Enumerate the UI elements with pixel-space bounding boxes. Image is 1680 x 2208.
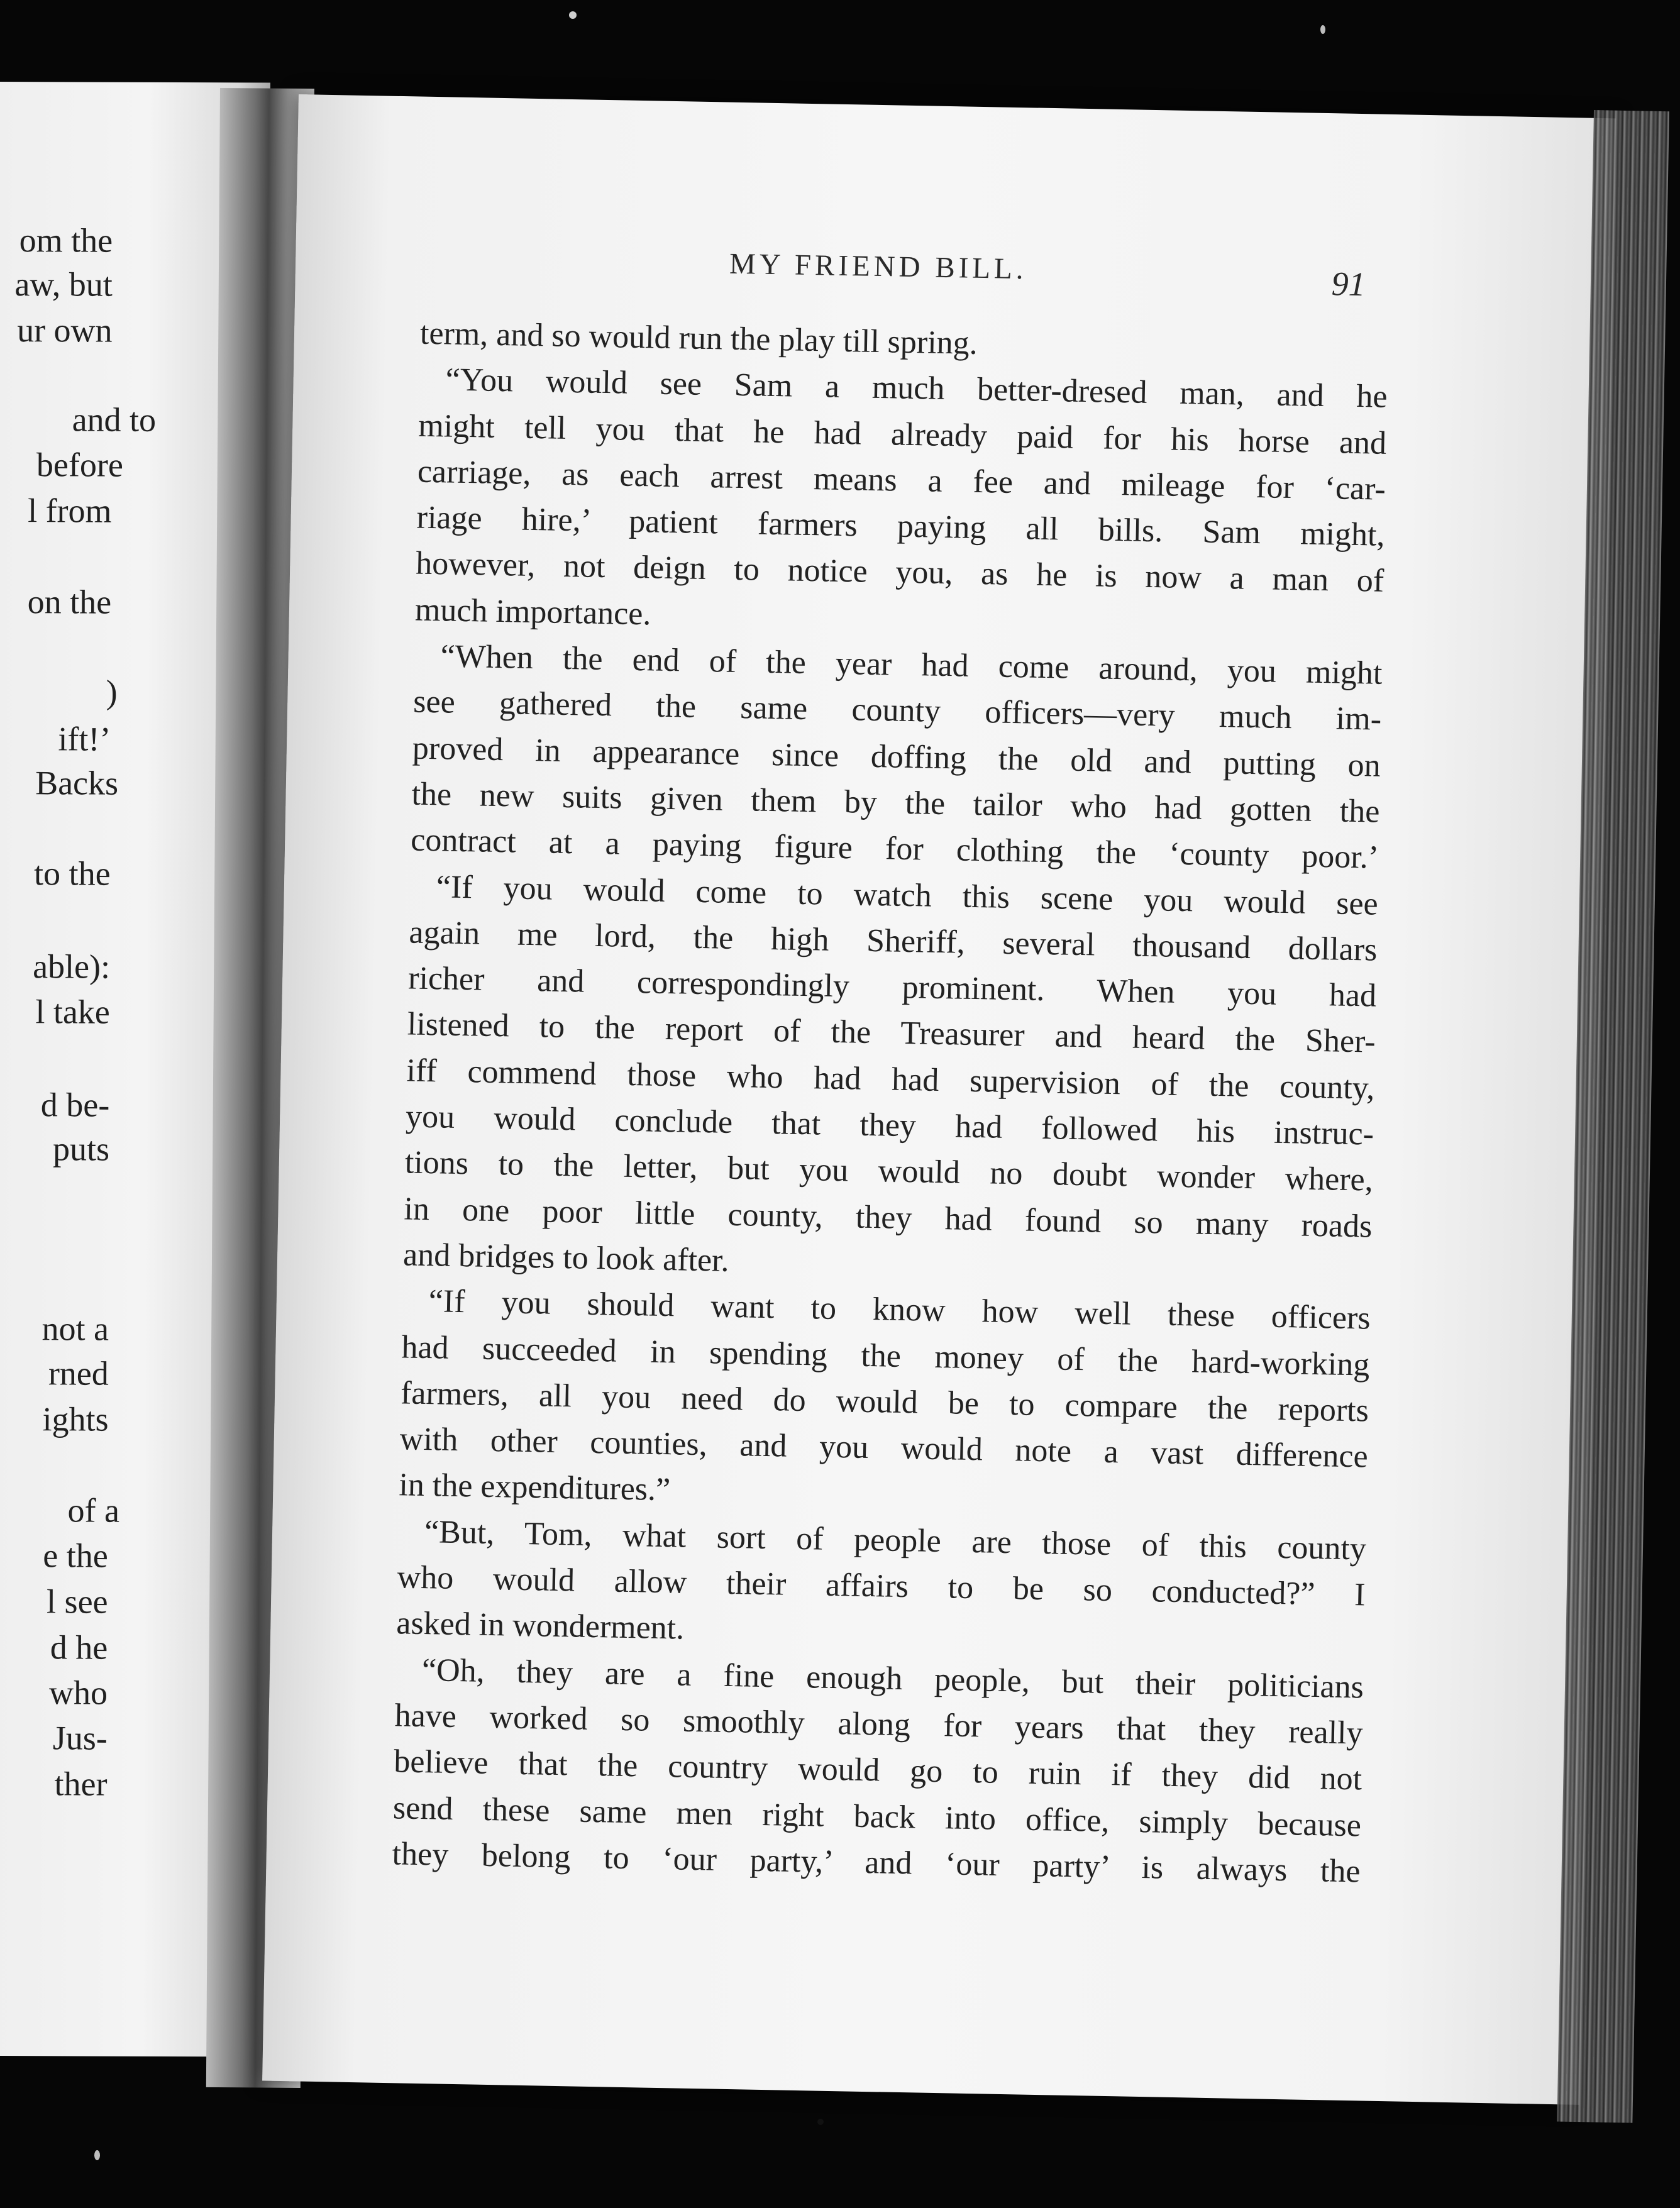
- text-line: they belong to ‘our party,’ and ‘our party’ is always the: [392, 1835, 1361, 1890]
- left-page-line-fragment: before: [36, 446, 123, 484]
- running-head: MY FRIEND BILL.: [729, 247, 1027, 286]
- left-page-line-fragment: d be-: [40, 1086, 110, 1124]
- text-line: “Oh, they are a fine enough people, but their politicians: [421, 1652, 1364, 1706]
- text-line: term, and so would run the play till spring.: [419, 315, 978, 362]
- scan-speck: [1320, 25, 1325, 34]
- scan-speck: [817, 2119, 824, 2125]
- text-line: iff commend those who had had supervision of the county,: [406, 1052, 1375, 1107]
- left-page-line-fragment: rned: [48, 1354, 109, 1393]
- page-number: 91: [1331, 265, 1366, 304]
- left-page-line-fragment: Backs: [35, 764, 119, 802]
- text-line: much importance.: [414, 592, 651, 632]
- text-line: might tell you that he had already paid for his horse and: [417, 407, 1387, 461]
- text-line: believe that the country would go to ruin if they did not: [393, 1743, 1362, 1797]
- scan-speck: [569, 11, 577, 19]
- text-line: in one poor little county, they had found so many roads: [404, 1191, 1373, 1245]
- left-page-line-fragment: e the: [43, 1537, 108, 1575]
- left-page-line-fragment: ): [106, 673, 118, 711]
- text-line: with other counties, and you would note a vast difference: [399, 1421, 1369, 1475]
- left-page-line-fragment: not a: [41, 1310, 109, 1348]
- left-page-line-fragment: who: [48, 1674, 108, 1712]
- text-line: “When the end of the year had come around, you might: [440, 638, 1383, 692]
- left-page-line-fragment: puts: [52, 1130, 110, 1168]
- text-line: and bridges to look after.: [402, 1237, 730, 1279]
- left-page-line-fragment: able):: [33, 947, 111, 986]
- text-line: send these same men right back into office, simply because: [392, 1789, 1362, 1843]
- text-line: tions to the letter, but you would no doubt wonder where,: [404, 1144, 1374, 1198]
- text-line: the new suits given them by the tailor who had gotten the: [411, 776, 1380, 830]
- text-line: “But, Tom, what sort of people are those of this county: [424, 1513, 1367, 1567]
- text-line: again me lord, the high Sheriff, several thousand dollars: [409, 914, 1378, 968]
- left-page-line-fragment: l take: [35, 993, 110, 1031]
- left-page-line-fragment: and to: [72, 400, 157, 439]
- left-page-line-fragment: ur own: [17, 311, 113, 350]
- text-line: contract at a paying figure for clothing the ‘county poor.’: [410, 822, 1379, 876]
- scan-speck: [94, 2150, 100, 2160]
- text-line: “If you would come to watch this scene you would see: [436, 868, 1379, 922]
- page-body-text: [392, 311, 1388, 1895]
- text-line: listened to the report of the Treasurer and heard the Sher-: [407, 1006, 1376, 1061]
- text-line: “You would see Sam a much better-dresed man, and he: [445, 362, 1388, 416]
- text-line: riage hire,’ patient farmers paying all bills. Sam might,: [416, 499, 1385, 553]
- text-line: “If you should want to know how well these officers: [428, 1283, 1371, 1337]
- left-page-line-fragment: ift!’: [58, 720, 111, 758]
- text-line: have worked so smoothly along for years that they really: [394, 1697, 1364, 1752]
- left-page-line-fragment: to the: [34, 854, 111, 893]
- text-line: see gathered the same county officers—very much im-: [412, 683, 1382, 738]
- left-page-line-fragment: l from: [28, 492, 112, 530]
- left-page-line-fragment: ights: [42, 1400, 109, 1438]
- text-line: however, not deign to notice you, as he is now a man of: [415, 546, 1384, 600]
- text-line: asked in wonderment.: [395, 1605, 685, 1647]
- text-line: had succeeded in spending the money of the hard-working: [401, 1328, 1370, 1383]
- left-page-line-fragment: Jus-: [52, 1719, 108, 1757]
- left-page-line-fragment: om the: [19, 221, 113, 260]
- text-line: who would allow their affairs to be so conducted?” I: [397, 1559, 1366, 1613]
- text-line: you would conclude that they had followed his instruc-: [405, 1098, 1374, 1152]
- text-line: proved in appearance since doffing the old and putting on: [412, 730, 1381, 784]
- left-page-line-fragment: l see: [47, 1582, 108, 1621]
- left-page-line-fragment: of a: [67, 1491, 120, 1530]
- left-page-line-fragment: aw, but: [14, 265, 113, 304]
- left-page-line-fragment: on the: [27, 583, 112, 621]
- right-page: [262, 94, 1616, 2105]
- text-line: farmers, all you need do would be to compare the reports: [400, 1375, 1369, 1429]
- text-line: in the expenditures.”: [398, 1467, 671, 1508]
- left-page-line-fragment: d he: [50, 1628, 108, 1667]
- left-page-line-fragment: ther: [54, 1765, 108, 1803]
- text-line: richer and correspondingly prominent. When you had: [407, 960, 1377, 1014]
- text-line: carriage, as each arrest means a fee and mileage for ‘car-: [417, 453, 1386, 507]
